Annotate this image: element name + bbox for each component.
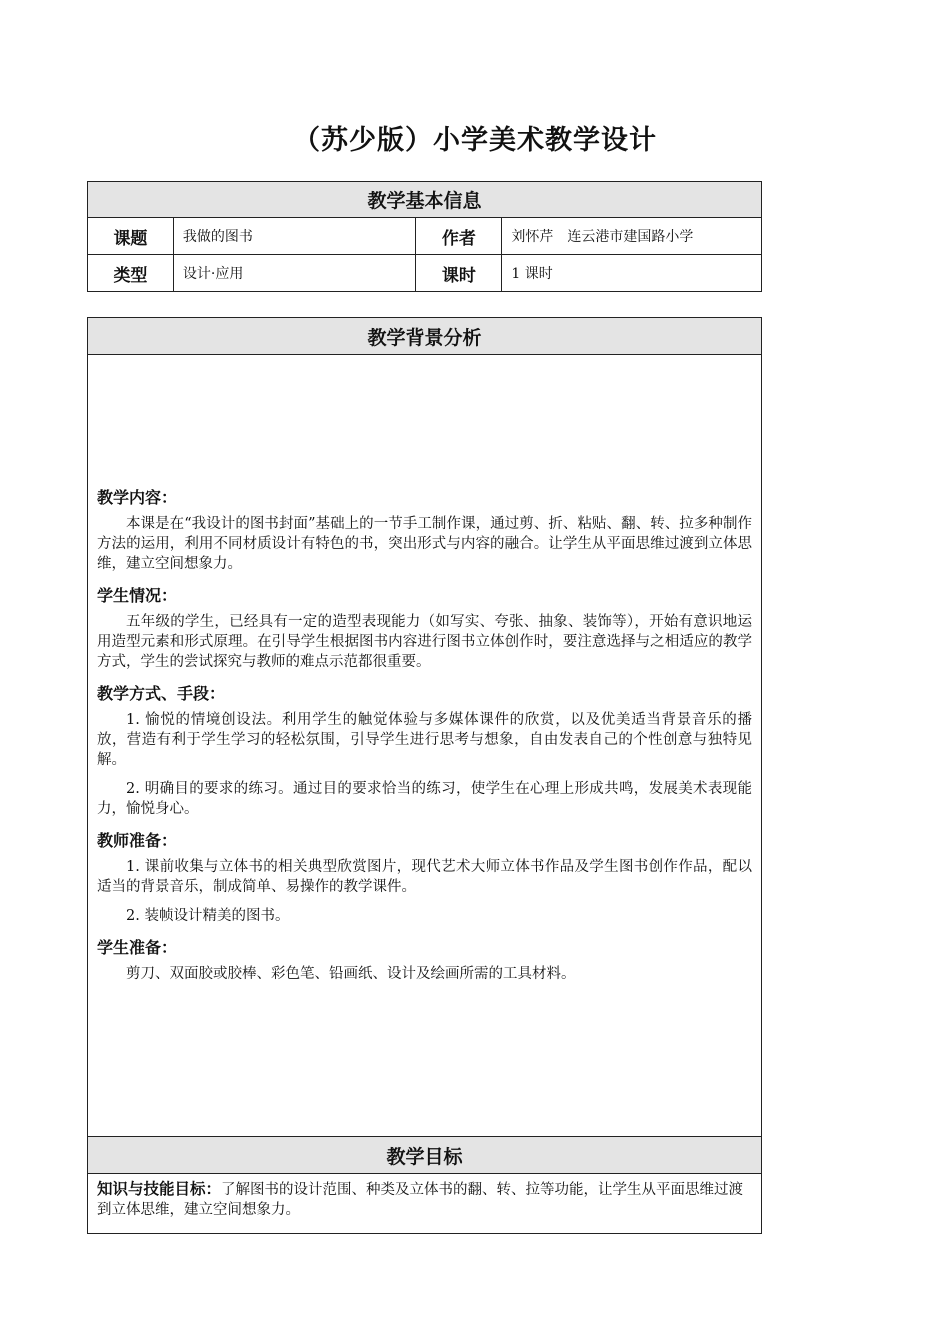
student-paragraph: 五年级的学生，已经具有一定的造型表现能力（如写实、夸张、抽象、装饰等），开始有意识地运用造型元素和形式原理。在引导学生根据图书内容进行图书立体创作时，要注意选择与之相适应的教学方式，学生的尝试探究与教师的难点示范都很重要。: [97, 614, 752, 670]
background-body: [88, 355, 762, 1137]
goals-header: 教学目标: [88, 1137, 762, 1174]
hours-label: 课时: [416, 255, 502, 292]
topic-label: 课题: [88, 218, 174, 255]
student-heading: 学生情况：: [97, 586, 178, 605]
topic-value: 我做的图书: [173, 218, 416, 255]
hours-value: 1 课时: [502, 255, 762, 292]
knowledge-goal-text: 了解图书的设计范围、种类及立体书的翻、转、拉等功能，让学生从平面思维过渡到立体思维，建立空间想象力。: [97, 1182, 744, 1218]
method-item-2: 2. 明确目的要求的练习。通过目的要求恰当的练习，使学生在心理上形成共鸣，发展美术表现能力，愉悦身心。: [97, 781, 752, 817]
teacher-prep-item-2: 2. 装帧设计精美的图书。: [126, 908, 290, 924]
knowledge-goal-label: 知识与技能目标：: [97, 1180, 222, 1198]
student-prep-heading: 学生准备：: [97, 938, 178, 957]
author-label: 作者: [416, 218, 502, 255]
basic-info-table: [87, 181, 762, 292]
method-item-1: 1. 愉悦的情境创设法。利用学生的触觉体验与多媒体课件的欣赏，以及优美适当背景音乐的播放，营造有利于学生学习的轻松氛围，引导学生进行思考与想象，自由发表自己的个性创意与独特见解。: [97, 712, 752, 768]
method-heading: 教学方式、手段：: [97, 684, 226, 703]
author-value: 刘怀芹 连云港市建国路小学: [502, 218, 762, 255]
background-header: 教学背景分析: [88, 318, 762, 355]
content-paragraph: 本课是在“我设计的图书封面”基础上的一节手工制作课，通过剪、折、粘贴、翻、转、拉多种制作方法的运用，利用不同材质设计有特色的书，突出形式与内容的融合。让学生从平面思维过渡到立体思维，建立空间想象力。: [97, 516, 752, 572]
page-title: （苏少版）小学美术教学设计: [293, 125, 657, 156]
background-analysis-table: [87, 317, 762, 1234]
teacher-prep-item-1: 1. 课前收集与立体书的相关典型欣赏图片，现代艺术大师立体书作品及学生图书创作作品，配以适当的背景音乐，制成简单、易操作的教学课件。: [97, 859, 752, 895]
teacher-prep-heading: 教师准备：: [97, 831, 178, 850]
student-prep-paragraph: 剪刀、双面胶或胶棒、彩色笔、铅画纸、设计及绘画所需的工具材料。: [126, 966, 576, 982]
type-label: 类型: [88, 255, 174, 292]
type-value: 设计·应用: [173, 255, 416, 292]
content-heading: 教学内容：: [97, 488, 178, 507]
basic-info-header: 教学基本信息: [88, 182, 762, 218]
goals-body: [88, 1174, 762, 1234]
